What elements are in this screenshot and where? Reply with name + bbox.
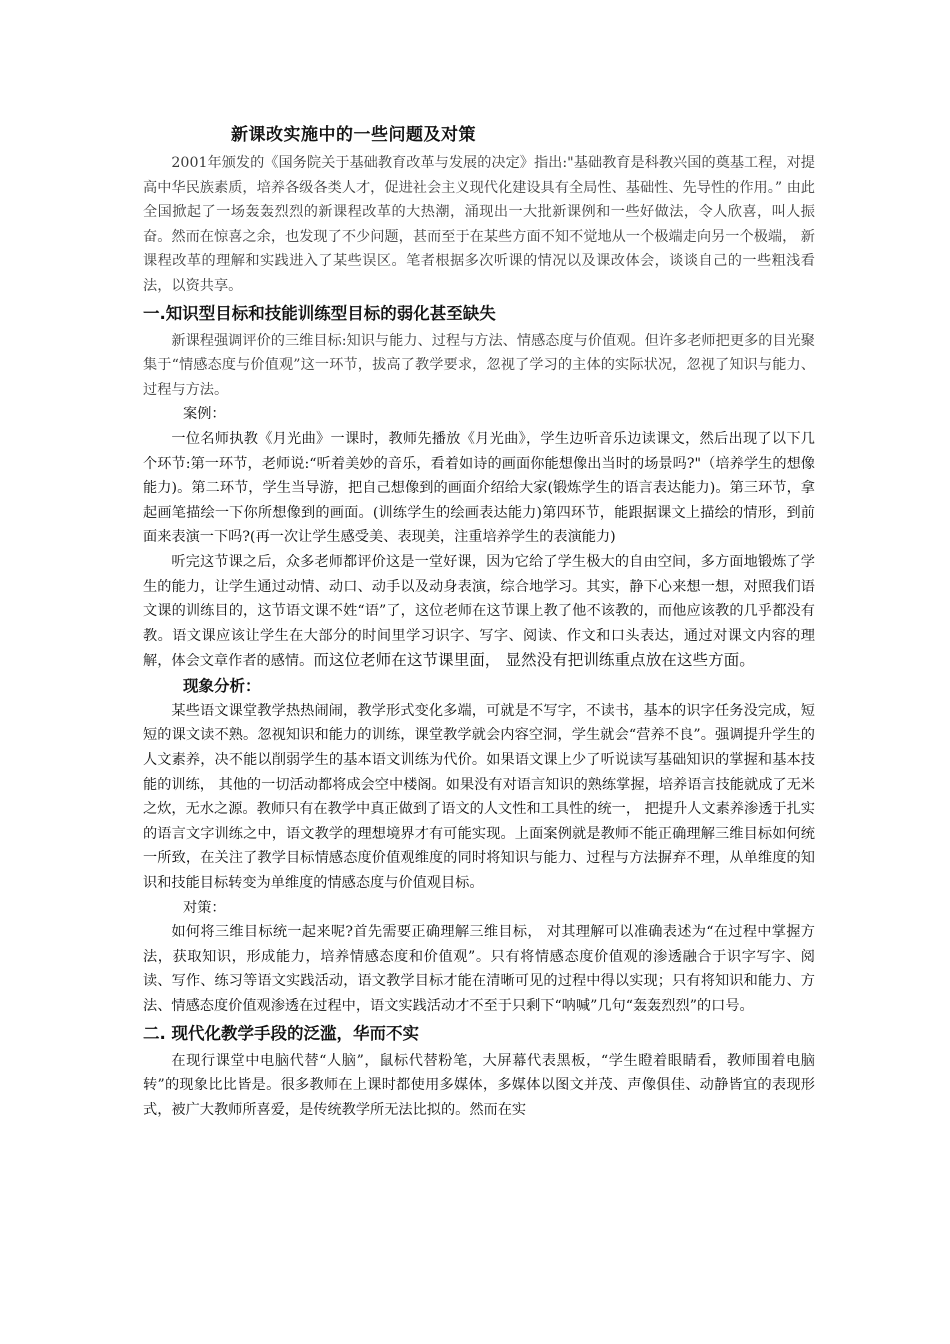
document-title: 新课改实施中的一些问题及对策 xyxy=(231,125,476,145)
after-class-text-large: 而这位老师在这节课里面， 显然没有把训练重点放在这些方面。 xyxy=(313,651,755,670)
section2-paragraph: 在现行课堂中电脑代替“人脑”，鼠标代替粉笔，大屏幕代表黑板，“学生瞪着眼睛看，教师围着电脑转”的现象比比皆是。很多教师在上课时都使用多媒体，多媒体以图文并茂、声像俱佳、动静皆宜的表现形式，被广大教师所喜爱，是传统教学所无法比拟的。然而在实 xyxy=(143,1052,815,1118)
case-label: 案例： xyxy=(183,406,226,423)
strategy-label: 对策： xyxy=(183,899,226,916)
section1-paragraph: 新课程强调评价的三维目标:知识与能力、过程与方法、情感态度与价值观。但许多老师把更多的目光聚集于“情感态度与价值观”这一环节，拔高了教学要求，忽视了学习的主体的实际状况，忽视了知识与能力、过程与方法。 xyxy=(143,332,815,398)
strategy-paragraph: 如何将三维目标统一起来呢?首先需要正确理解三维目标， 对其理解可以准确表述为“在过程中掌握方法，获取知识，形成能力，培养情感态度和价值观”。只有将情感态度价值观的渗透融合于识字写字、阅读、写作、练习等语文实践活动，语文教学目标才能在清晰可见的过程中得以实现；只有将知识和能力、方法、情感态度价值观渗透在过程中，语文实践活动才不至于只剩下“呐喊”几句“轰轰烈烈”的口号。 xyxy=(143,924,815,1014)
after-class-paragraph xyxy=(143,550,815,674)
document-content xyxy=(143,123,815,1122)
case-paragraph: 一位名师执教《月光曲》一课时，教师先播放《月光曲》，学生边听音乐边读课文，然后出现了以下几个环节:第一环节，老师说:“听着美妙的音乐，看着如诗的画面你能想像出当时的场景吗?"（培养学生的想像能力)。第二环节，学生当导游，把自己想像到的画面介绍给大家(锻炼学生的语言表达能力)。第三环节，拿起画笔描绘一下你所想像到的画面。(训练学生的绘画表达能力)第四环节，能跟据课文上描绘的情形，到前面来表演一下吗?(再一次让学生感受美、表现美，注重培养学生的表演能力) xyxy=(143,430,815,546)
intro-paragraph: 2001年颁发的《国务院关于基础教育改革与发展的决定》指出:"基础教育是科教兴国的奠基工程，对提高中华民族素质，培养各级各类人才，促进社会主义现代化建设具有全局性、基础性、先导性的作用。” 由此全国掀起了一场轰轰烈烈的新课程改革的大热潮，涌现出一大批新课例和一些好做法，令人欣喜，叫人振奋。然而在惊喜之余，也发现了不少问题，甚而至于在某些方面不知不觉地从一个极端走向另一个极端， 新课程改革的理解和实践进入了某些误区。笔者根据多次听课的情况以及课改体会，谈谈自己的一些粗浅看法，以资共享。 xyxy=(143,155,815,294)
section2-heading: 二. 现代化教学手段的泛滥，华而不实 xyxy=(143,1023,420,1043)
analysis-label: 现象分析： xyxy=(183,676,261,695)
section1-heading: 一.知识型目标和技能训练型目标的弱化甚至缺失 xyxy=(143,303,496,323)
after-class-text: 听完这节课之后，众多老师都评价这是一堂好课，因为它给了学生极大的自由空间，多方面地锻炼了学生的能力，让学生通过动情、动口、动手以及动身表演，综合地学习。其实，静下心来想一想，对照我们语文课的训练目的，这节语文课不姓“语”了，这位老师在这节课上教了他不该教的，而他应该教的几乎都没有教。语文课应该让学生在大部分的时间里学习识字、写字、阅读、作文和口头表达，通过对课文内容的理解，体会文章作者的感情。 xyxy=(143,553,815,670)
analysis-paragraph: 某些语文课堂教学热热闹闹，教学形式变化多端，可就是不写字，不读书，基本的识字任务没完成，短短的课文读不熟。忽视知识和能力的训练，课堂教学就会内容空洞，学生就会“营养不良”。强调提升学生的人文素养，决不能以削弱学生的基本语文训练为代价。如果语文课上少了听说读写基础知识的掌握和基本技能的训练， 其他的一切活动都将成会空中楼阁。如果没有对语言知识的熟练掌握，培养语言技能就成了无米之炊，无水之源。教师只有在教学中真正做到了语文的人文性和工具性的统一， 把提升人文素养渗透于扎实的语言文字训练之中，语文教学的理想境界才有可能实现。上面案例就是教师不能正确理解三维目标如何统一所致，在关注了教学目标情感态度价值观维度的同时将知识与能力、过程与方法摒弃不理，从单维度的知识和技能目标转变为单维度的情感态度与价值观目标。 xyxy=(143,702,815,892)
